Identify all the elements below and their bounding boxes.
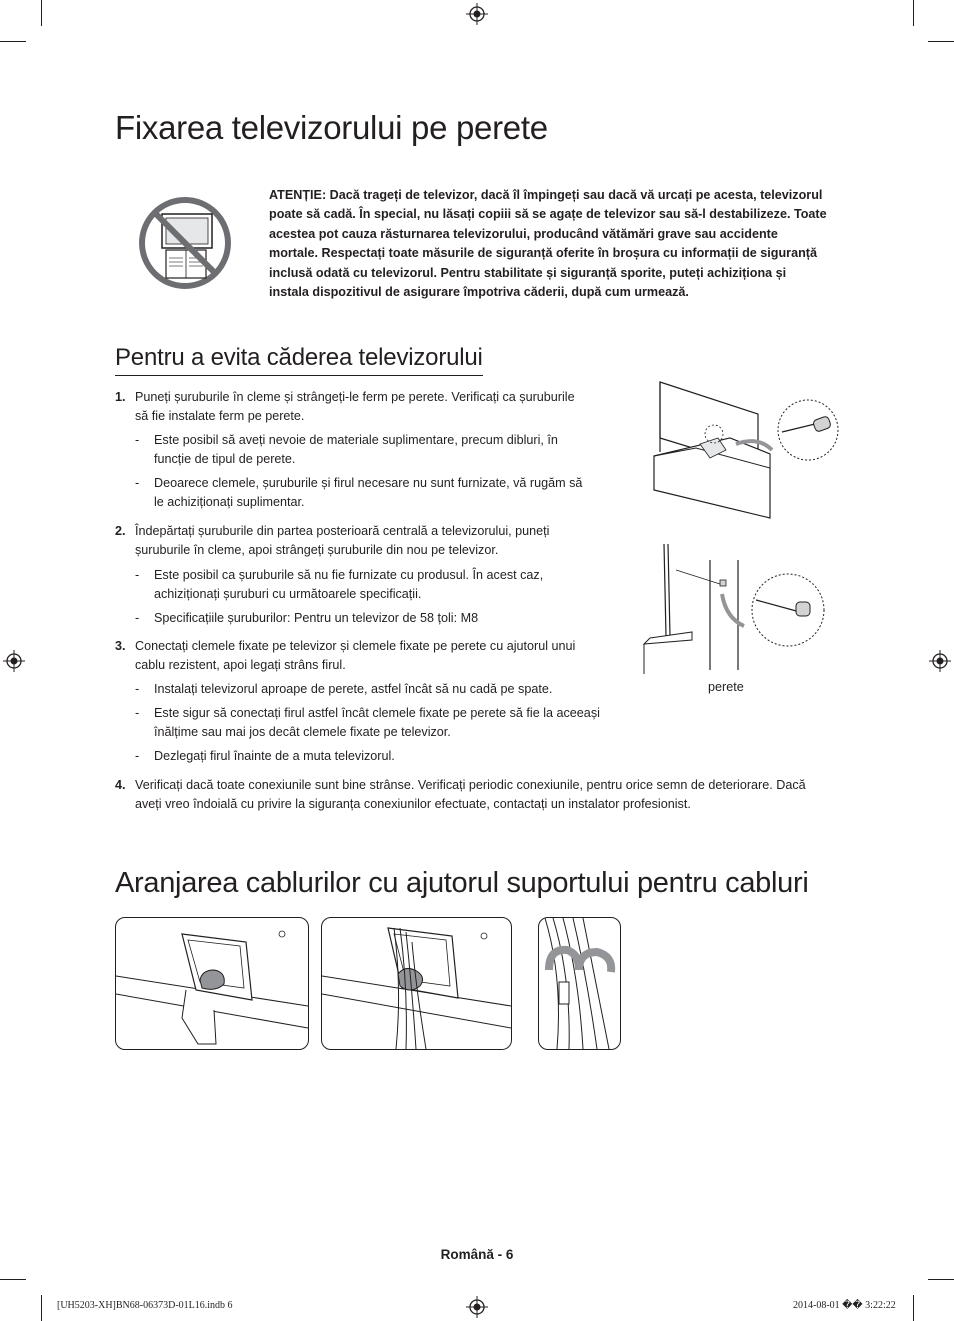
crop-mark [913,1295,914,1321]
bullet-dash: - [135,611,140,625]
page-footer: Română - 6 [440,1247,514,1262]
cable-holder-empty-illustration [116,918,308,1049]
step-number: 1. [115,390,126,404]
registration-mark-icon [466,1296,488,1318]
cable-holder-routed-illustration [322,918,511,1049]
wall-caption: perete [708,680,744,694]
cable-holder-panel-3 [538,917,621,1050]
bullet-dash: - [135,476,140,490]
sub-text: Este sigur să conectați firul astfel încât clemele fixate pe perete să fie la aceeași înălțime sau mai jos decât clemele fixate pe televizor. [154,706,600,740]
crop-mark [41,1295,42,1321]
sub-text: Este posibil ca șuruburile să nu fie furnizate cu produsul. În acest caz, achiziționați șuruburi cu următoarele specificații. [154,568,544,602]
bullet-dash: - [135,706,140,720]
sub-text: Dezlegați firul înainte de a muta televizorul. [154,749,395,763]
registration-mark-icon [929,650,951,672]
cable-holder-panel-2 [321,917,512,1050]
page-title: Fixarea televizorului pe perete [115,109,548,146]
print-slug-date: 2014-08-01 �� 3:22:22 [793,1300,896,1311]
step-number: 3. [115,639,126,653]
crop-mark [913,0,914,26]
registration-mark-icon [466,3,488,25]
step-number: 2. [115,524,126,538]
sub-text: Este posibil să aveți nevoie de materiale suplimentare, precum dibluri, în funcție de tipul de perete. [154,433,558,467]
bullet-dash: - [135,682,140,696]
step-text: Puneți șuruburile în cleme și strângeți-le ferm pe perete. Verificați ca șuruburile să fie instalate ferm pe perete. [135,390,575,424]
step-text: Conectați clemele fixate pe televizor și clemele fixate pe perete cu ajutorul unui cablu rezistent, apoi legați strâns firul. [135,639,576,673]
registration-mark-icon [3,650,25,672]
warning-text: ATENȚIE: Dacă trageți de televizor, dacă îl împingeți sau dacă vă urcați pe acesta, televizorul poate să cadă. În special, nu lăsați copiii să se agațe de televizor sau să-l destabilizeze. Toate acestea pot cauza răsturnarea televizorului, producând vătămări grave sau accidente mortale. Respectați toate măsurile de siguranță oferite în broșura cu informații de siguranță inclusă odată cu televizorul. Pentru stabilitate și siguranță sporite, puteți achiziționa și instala dispozitivul de asigurare împotriva căderii, după cum urmează. [269,188,827,300]
step-text: Îndepărtați șuruburile din partea posterioară centrală a televizorului, puneți șuruburile în cleme, apoi strângeți șuruburile din nou pe televizor. [135,524,550,558]
print-slug-file: [UH5203-XH]BN68-06373D-01L16.indb 6 [57,1300,233,1311]
cable-holder-panel-1 [115,917,309,1050]
section-title-prevent-falling: Pentru a evita căderea televizorului [115,343,483,376]
bullet-dash: - [135,749,140,763]
step-text: Verificați dacă toate conexiunile sunt bine strânse. Verificați periodic conexiunile, pentru orice semn de deteriorare. Dacă aveți vreo îndoială cu privire la siguranța conexiunilor efectuate, contactați un instalator profesionist. [135,778,806,812]
crop-mark [0,1279,26,1280]
bullet-dash: - [135,433,140,447]
sub-text: Instalați televizorul aproape de perete, astfel încât să nu cadă pe spate. [154,682,553,696]
sub-text: Deoarece clemele, șuruburile și firul necesare nu sunt furnizate, vă rugăm să le achiziționați suplimentar. [154,476,583,510]
crop-mark [928,1279,954,1280]
cable-holder-closeup-illustration [539,918,620,1049]
bullet-dash: - [135,568,140,582]
crop-mark [41,0,42,26]
step-number: 4. [115,778,126,792]
crop-mark [928,41,954,42]
tv-wall-illustration [640,540,840,680]
no-climbing-icon [138,196,232,290]
sub-text: Specificațiile șuruburilor: Pentru un televizor de 58 țoli: M8 [154,611,479,625]
crop-mark [0,41,26,42]
tv-bracket-illustration [640,378,840,528]
section-title-cable-holder: Aranjarea cablurilor cu ajutorul suportului pentru cabluri [115,867,809,899]
